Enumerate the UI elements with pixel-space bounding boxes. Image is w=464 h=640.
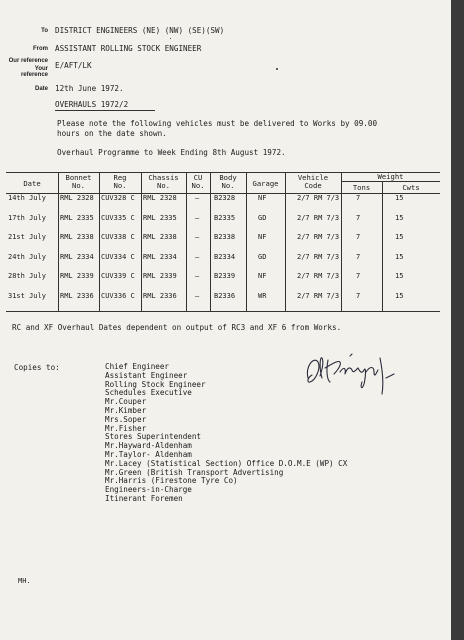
table-cell-chassis: RML 2336 — [143, 291, 177, 300]
copies-recipient: Mrs.Soper — [105, 414, 147, 424]
table-cell-date: 14th July — [8, 194, 46, 202]
table-cell-garage: NF — [258, 194, 267, 202]
header-chassis: Chassis No. — [148, 173, 179, 190]
table-cell-tons: 7 — [356, 194, 361, 202]
header-weight: Weight — [377, 172, 404, 181]
to-label: To — [41, 28, 48, 34]
copies-recipient: Mr.Kimber — [105, 405, 147, 415]
col-divider — [382, 181, 383, 311]
table-cell-code: 2/7 RM 7/3 — [297, 291, 340, 300]
table-cell-bonnet: RML 2335 — [60, 213, 94, 222]
header-vehicle-code: Vehicle Code — [297, 173, 329, 190]
table-cell-date: 31st July — [8, 291, 46, 300]
table-cell-chassis: RML 2334 — [143, 252, 177, 261]
table-cell-chassis: RML 2335 — [143, 213, 177, 222]
table-cell-code: 2/7 RM 7/3 — [297, 213, 340, 222]
from-label: From — [33, 46, 48, 52]
table-cell-date: 24th July — [8, 252, 46, 261]
copies-recipient: Mr.Harris (Firestone Tyre Co) — [105, 476, 238, 486]
table-cell-chassis: RML 2338 — [143, 233, 177, 241]
table-cell-bonnet: RML 2336 — [60, 291, 94, 300]
weight-sub-rule — [341, 181, 440, 182]
date-label: Date — [34, 86, 48, 92]
to-value: DISTRICT ENGINEERS (NE) (NW) (SE)(SW) — [55, 26, 225, 35]
programme-line: Overhaul Programme to Week Ending 8th August 1972. — [57, 148, 286, 157]
table-cell-body: B2339 — [214, 272, 236, 280]
table-cell-cu: – — [195, 213, 200, 222]
col-divider — [141, 172, 142, 311]
table-cell-cwts: 15 — [395, 213, 404, 222]
header-bonnet: Bonnet No. — [65, 173, 92, 190]
copies-recipient: Mr.Fisher — [105, 423, 147, 433]
copies-recipient: Itinerant Foremen — [105, 493, 183, 503]
table-cell-bonnet: RML 2328 — [60, 194, 94, 202]
reference-value: E/AFT/LK — [55, 61, 92, 70]
your-reference-label: Your reference — [20, 66, 48, 78]
col-divider — [341, 172, 342, 311]
table-cell-cwts: 15 — [395, 291, 404, 300]
table-cell-reg: CUV334 C — [101, 252, 135, 261]
col-divider — [210, 172, 211, 311]
table-cell-bonnet: RML 2338 — [60, 233, 94, 241]
table-cell-chassis: RML 2328 — [143, 194, 177, 202]
copies-recipient: Mr.Couper — [105, 397, 147, 407]
our-reference-label: Our reference — [8, 58, 48, 64]
subject-underline — [55, 110, 155, 111]
header-date: Date — [23, 179, 41, 188]
copies-label: Copies to: — [14, 363, 60, 372]
header-reg: Reg No. — [113, 173, 127, 190]
subject-line: OVERHAULS 1972/2 — [55, 100, 129, 109]
table-cell-cwts: 15 — [395, 272, 404, 280]
table-cell-bonnet: RML 2334 — [60, 252, 94, 261]
paper-speck — [276, 68, 278, 70]
table-cell-cu: – — [195, 194, 200, 202]
date-value: 12th June 1972. — [55, 84, 124, 93]
copies-recipient: Mr.Taylor- Aldenham — [105, 449, 192, 459]
col-divider — [186, 172, 187, 311]
table-cell-tons: 7 — [356, 233, 361, 241]
table-cell-cu: – — [195, 272, 200, 280]
table-cell-code: 2/7 RM 7/3 — [297, 272, 340, 280]
table-cell-chassis: RML 2339 — [143, 272, 177, 280]
table-cell-cwts: 15 — [395, 194, 404, 202]
copies-recipient: Engineers-in-Charge — [105, 485, 192, 495]
header-body: Body No. — [219, 173, 237, 190]
col-divider — [246, 172, 247, 311]
table-cell-body: B2336 — [214, 291, 236, 300]
table-cell-cwts: 15 — [395, 233, 404, 241]
table-cell-date: 28th July — [8, 272, 46, 280]
table-cell-code: 2/7 RM 7/3 — [297, 194, 340, 202]
table-cell-tons: 7 — [356, 252, 361, 261]
table-cell-cwts: 15 — [395, 252, 404, 261]
table-cell-garage: WR — [258, 291, 267, 300]
copies-recipient: Assistant Engineer — [105, 370, 188, 380]
table-cell-cu: – — [195, 233, 200, 241]
table-cell-reg: CUV338 C — [101, 233, 135, 241]
instruction-line-2: hours on the date shown. — [57, 129, 167, 138]
table-cell-tons: 7 — [356, 291, 361, 300]
table-cell-code: 2/7 RM 7/3 — [297, 252, 340, 261]
col-divider — [285, 172, 286, 311]
copies-recipient: Mr.Hayward-Aldenham — [105, 441, 192, 451]
copies-recipient: Chief Engineer — [105, 362, 170, 371]
copies-recipient: Stores Superintendent — [105, 432, 202, 442]
table-cell-reg: CUV328 C — [101, 194, 135, 202]
table-cell-reg: CUV339 C — [101, 272, 135, 280]
table-cell-body: B2334 — [214, 252, 236, 261]
table-cell-date: 21st July — [8, 233, 46, 241]
table-bottom-rule — [6, 311, 440, 312]
copies-recipient: Mr.Green (British Transport Advertising — [105, 467, 284, 477]
col-divider — [58, 172, 59, 311]
copies-recipient: Schedules Executive — [105, 388, 192, 398]
table-cell-garage: NF — [258, 233, 267, 241]
table-cell-reg: CUV336 C — [101, 291, 135, 300]
copies-recipient: Mr.Lacey (Statistical Section) Office D.O.M.E (WP) CX — [105, 458, 348, 468]
table-cell-body: B2338 — [214, 233, 236, 241]
table-cell-date: 17th July — [8, 213, 46, 222]
header-tons: Tons — [352, 183, 371, 192]
table-cell-body: B2335 — [214, 213, 236, 222]
table-cell-body: B2328 — [214, 194, 236, 202]
col-divider — [99, 172, 100, 311]
table-cell-tons: 7 — [356, 213, 361, 222]
overhaul-note: RC and XF Overhaul Dates dependent on output of RC3 and XF 6 from Works. — [12, 323, 342, 332]
table-cell-bonnet: RML 2339 — [60, 272, 94, 280]
from-value: ASSISTANT ROLLING STOCK ENGINEER — [55, 44, 202, 53]
instruction-line-1: Please note the following vehicles must be delivered to Works by 09.00 — [57, 119, 378, 128]
handwritten-signature — [300, 348, 405, 403]
table-cell-cu: – — [195, 291, 200, 300]
copies-recipient: Rolling Stock Engineer — [105, 379, 206, 389]
table-cell-garage: GD — [258, 252, 267, 261]
table-cell-cu: – — [195, 252, 200, 261]
header-garage: Garage — [252, 179, 279, 188]
table-cell-reg: CUV335 C — [101, 213, 135, 222]
page-edge-shadow — [451, 0, 464, 640]
paper-speck — [170, 38, 171, 39]
header-cu: CU No. — [191, 173, 205, 190]
header-cwts: Cwts — [402, 183, 420, 192]
table-cell-garage: GD — [258, 213, 267, 222]
table-cell-tons: 7 — [356, 272, 361, 280]
typist-initials: MH. — [18, 577, 31, 585]
table-cell-code: 2/7 RM 7/3 — [297, 233, 340, 241]
table-cell-garage: NF — [258, 272, 267, 280]
